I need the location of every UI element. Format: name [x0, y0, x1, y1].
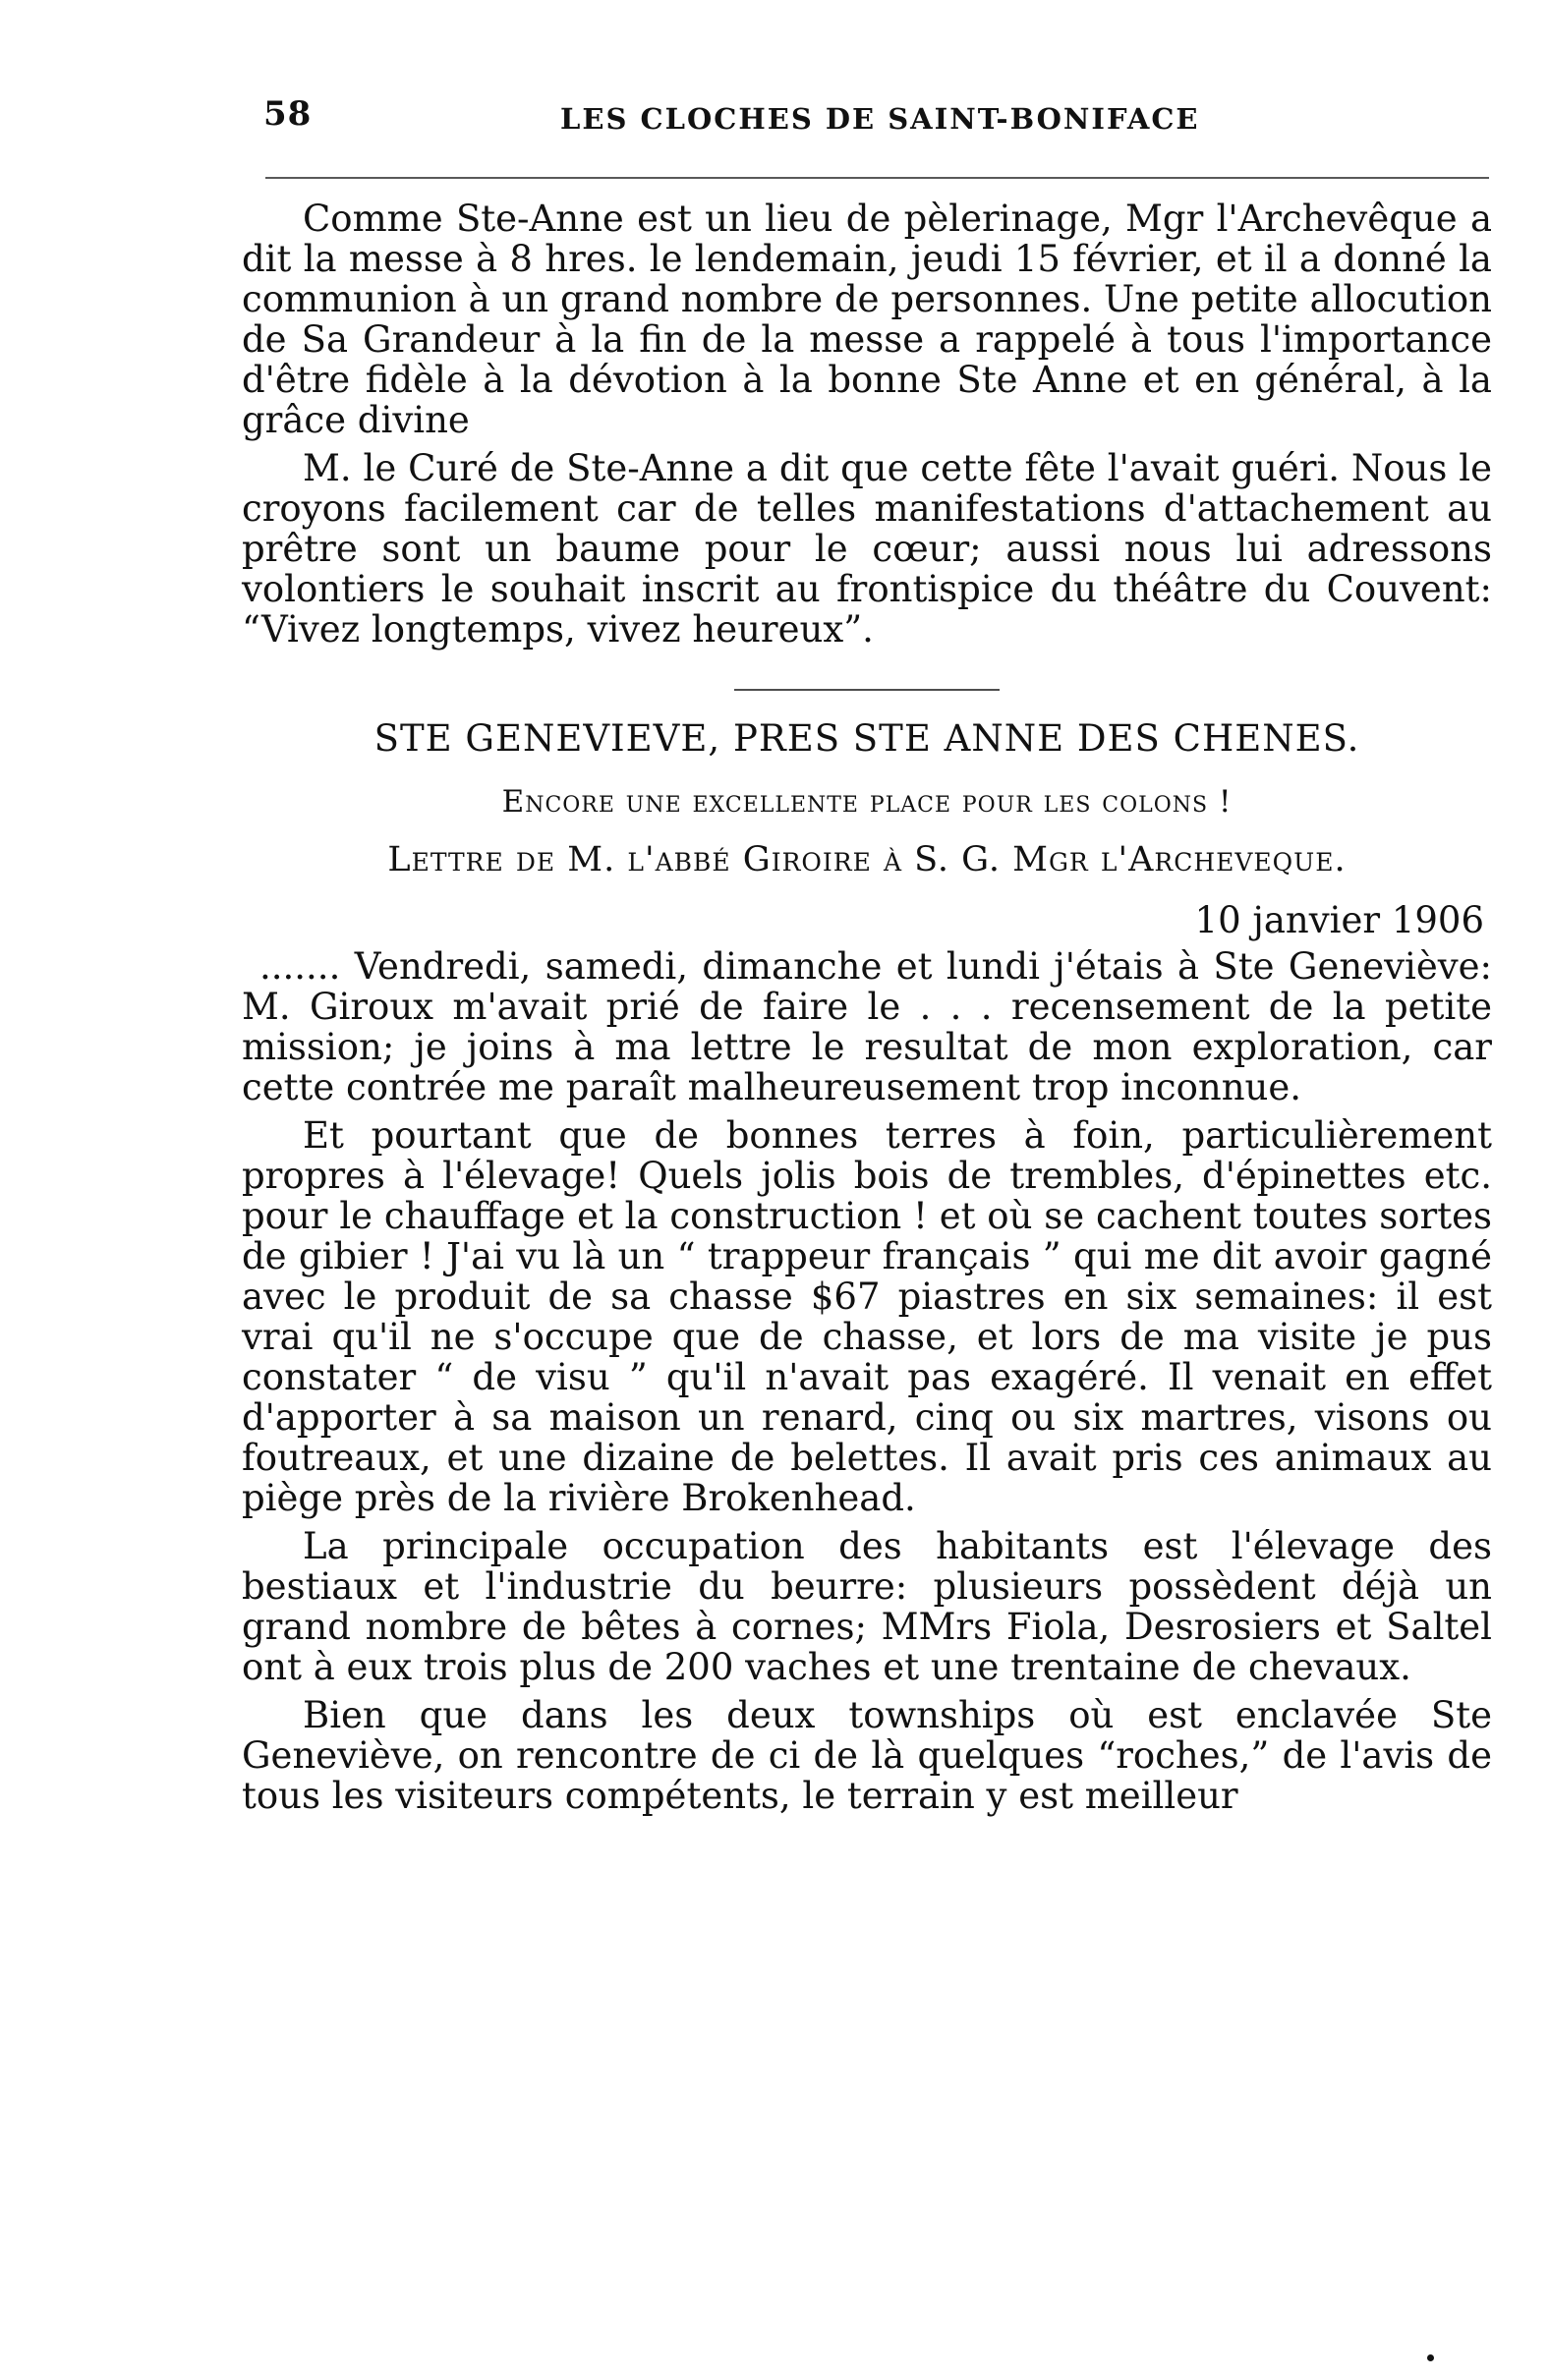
letter-heading: Lettre de M. l'abbé Giroire à S. G. Mgr l'Archeveque. [387, 840, 1347, 879]
section-divider [734, 689, 1000, 691]
paragraph-cure: M. le Curé de Ste-Anne a dit que cette fête l'avait guéri. Nous le croyons facilement car de telles manifestations d'attachement au prêtre sont un baume pour le cœur; aussi nous lui adressons volontiers le souhait inscrit au frontispice du théâtre du Couvent: “Vivez longtemps, vivez heureux”. [242, 447, 1492, 651]
page-number: 58 [263, 94, 313, 134]
paragraph-pilgrimage: Comme Ste-Anne est un lieu de pèlerinage, Mgr l'Archevêque a dit la messe à 8 hres. le lendemain, jeudi 15 février, et il a donné la communion à un grand nombre de personnes. Une petite allocution de Sa Grandeur à la fin de la messe a rappelé à tous l'importance d'être fidèle à la dévotion à la bonne Ste Anne et en général, à la grâce divine [242, 198, 1492, 441]
paragraph-visit: ....... Vendredi, samedi, dimanche et lundi j'étais à Ste Geneviève: M. Giroux m'avait prié de faire le . . . recensement de la petite mission; je joins à ma lettre le resultat de mon exploration, car cette contrée me paraît malheureusement trop inconnue. [242, 945, 1492, 1108]
section-title: STE GENEVIEVE, PRES STE ANNE DES CHENES. [373, 717, 1360, 760]
section-subtitle: Encore une excellente place pour les colons ! [501, 784, 1233, 820]
paragraph-livestock: La principale occupation des habitants est l'élevage des bestiaux et l'industrie du beurre: plusieurs possèdent déjà un grand nombre de bêtes à cornes; MMrs Fiola, Desrosiers et Saltel ont à eux trois plus de 200 vaches et une trentaine de chevaux. [242, 1525, 1492, 1688]
page-body [242, 198, 1492, 1824]
paragraph-terrain: Bien que dans les deux townships où est enclavée Ste Geneviève, on rencontre de ci de là quelques “roches,” de l'avis de tous les visiteurs compétents, le terrain y est meilleur [242, 1694, 1492, 1817]
running-title: LES CLOCHES DE SAINT-BONIFACE [560, 102, 1200, 136]
header-rule [265, 177, 1489, 179]
page-header [263, 94, 1492, 153]
letter-dateline: 10 janvier 1906 [1194, 899, 1484, 941]
paragraph-land: Et pourtant que de bonnes terres à foin, particulièrement propres à l'élevage! Quels jolis bois de trembles, d'épinettes etc. pour le chauffage et la construction ! et où se cachent toutes sortes de gibier ! J'ai vu là un “ trappeur français ” qui me dit avoir gagné avec le produit de sa chasse $67 piastres en six semaines: il est vrai qu'il ne s'occupe que de chasse, et lors de ma visite je pus constater “ de visu ” qu'il n'avait pas exagéré. Il venait en effet d'apporter à sa maison un renard, cinq ou six martres, visons ou foutreaux, et une dizaine de belettes. Il avait pris ces animaux au piège près de la rivière Brokenhead. [242, 1114, 1492, 1519]
ink-speck [1427, 2354, 1434, 2361]
